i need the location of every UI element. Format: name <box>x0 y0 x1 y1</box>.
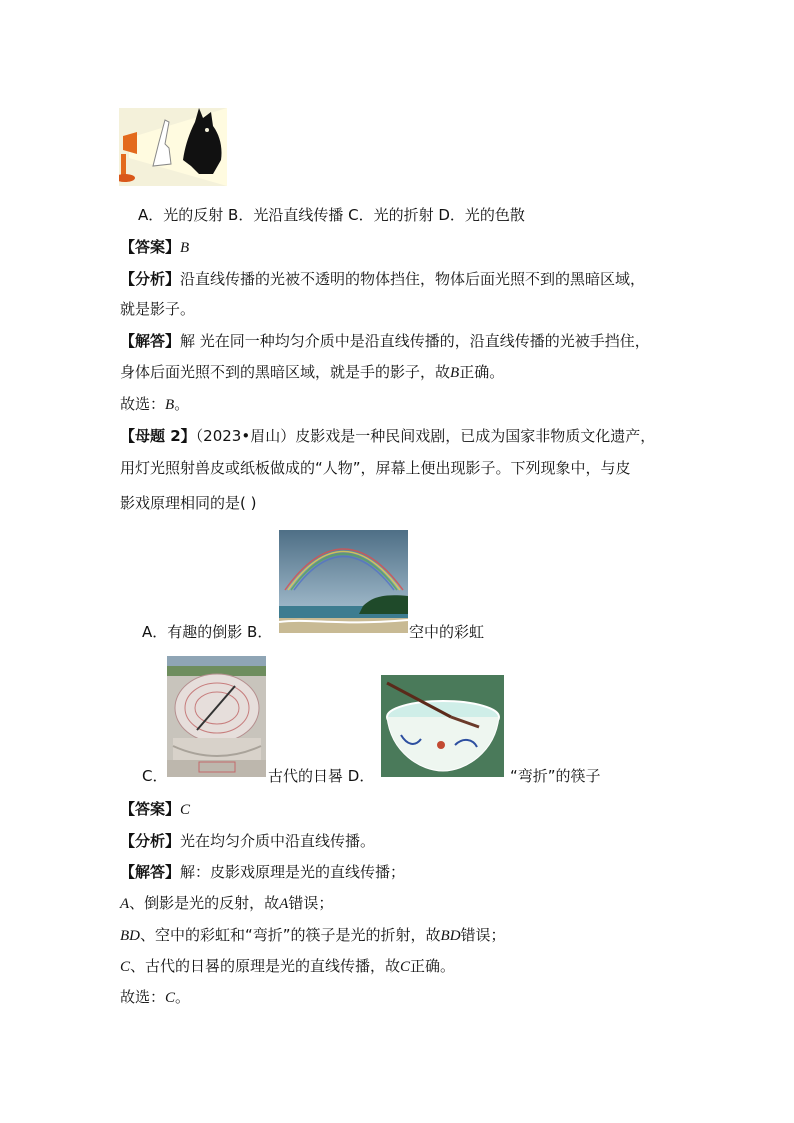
option-b-caption: 空中的彩虹 <box>409 623 485 641</box>
option-c-caption: 古代的日晷 D． <box>268 767 375 785</box>
q2-analysis <box>120 831 375 851</box>
solution-text: 错误； <box>460 926 506 944</box>
sundial-image <box>167 656 266 777</box>
option-letter: C <box>400 959 411 975</box>
solution-text: 、古代的日晷的原理是光的直线传播，故 <box>130 957 401 975</box>
q1-options-line: A．光的反射 B．光沿直线传播 C．光的折射 D．光的色散 <box>138 206 525 224</box>
choose-label: 故选： <box>120 395 166 413</box>
answer-value: B <box>180 240 190 256</box>
solution-text: 正确。 <box>459 363 505 381</box>
q2-answer <box>120 799 190 820</box>
analysis-label: 【分析】 <box>120 832 181 850</box>
option-letter: A <box>279 896 289 912</box>
q2-title-line-1 <box>120 426 655 446</box>
solution-text: 身体后面光照不到的黑暗区域，就是手的影子，故 <box>120 363 451 381</box>
option-letter: A <box>120 896 130 912</box>
answer-label: 【答案】 <box>120 238 181 256</box>
chopstick-bowl-image <box>381 675 504 777</box>
solution-label: 【解答】 <box>120 863 181 881</box>
question-label: 【母题 2】 <box>120 427 196 445</box>
solution-text: 解 光在同一种均匀介质中是沿直线传播的，沿直线传播的光被手挡住， <box>180 332 650 350</box>
solution-text: 错误； <box>288 894 334 912</box>
q1-solution-line-1 <box>120 331 650 351</box>
option-d-caption: “弯折”的筷子 <box>510 767 601 785</box>
choose-label: 故选： <box>120 988 166 1006</box>
solution-label: 【解答】 <box>120 332 181 350</box>
question-text: （2023•眉山）皮影戏是一种民间戏剧，已成为国家非物质文化遗产， <box>195 427 656 445</box>
option-c-text: C． <box>142 767 168 785</box>
q1-solution-line-2 <box>120 362 504 383</box>
choose-value: B <box>165 397 175 413</box>
q2-solution-line-bd <box>120 925 506 946</box>
solution-option: B <box>450 365 460 381</box>
solution-text: 、空中的彩虹和“弯折”的筷子是光的折射，故 <box>140 926 441 944</box>
q2-option-ab-line <box>142 622 272 642</box>
solution-text: 、倒影是光的反射，故 <box>129 894 280 912</box>
solution-text: 解：皮影戏原理是光的直线传播； <box>180 863 406 881</box>
q1-choose <box>120 394 189 415</box>
analysis-text: 光在均匀介质中沿直线传播。 <box>180 832 376 850</box>
analysis-text: 沿直线传播的光被不透明的物体挡住，物体后面光照不到的黑暗区域， <box>180 270 646 288</box>
q2-choose <box>120 987 190 1008</box>
solution-text: 正确。 <box>410 957 456 975</box>
q1-analysis-line-1 <box>120 269 645 289</box>
q2-solution-line-a <box>120 893 333 914</box>
q2-title-line-3: 影戏原理相同的是( ) <box>120 494 257 512</box>
option-a-text: A．有趣的倒影 B． <box>142 623 273 641</box>
choose-end: 。 <box>174 395 190 413</box>
choose-value: C <box>165 990 176 1006</box>
answer-label: 【答案】 <box>120 800 181 818</box>
q1-analysis-line-2: 就是影子。 <box>120 300 196 318</box>
q2-title-line-2: 用灯光照射兽皮或纸板做成的“人物”，屏幕上便出现影子。下列现象中，与皮 <box>120 459 631 477</box>
q2-solution <box>120 862 405 882</box>
shadow-puppet-image <box>119 108 227 186</box>
option-letter: C <box>120 959 131 975</box>
q2-solution-line-c <box>120 956 455 977</box>
analysis-label: 【分析】 <box>120 270 181 288</box>
rainbow-image <box>279 530 408 633</box>
choose-end: 。 <box>175 988 191 1006</box>
q1-answer <box>120 237 189 258</box>
answer-value: C <box>180 802 191 818</box>
option-letter: BD <box>440 928 461 944</box>
option-letter: BD <box>120 928 140 944</box>
